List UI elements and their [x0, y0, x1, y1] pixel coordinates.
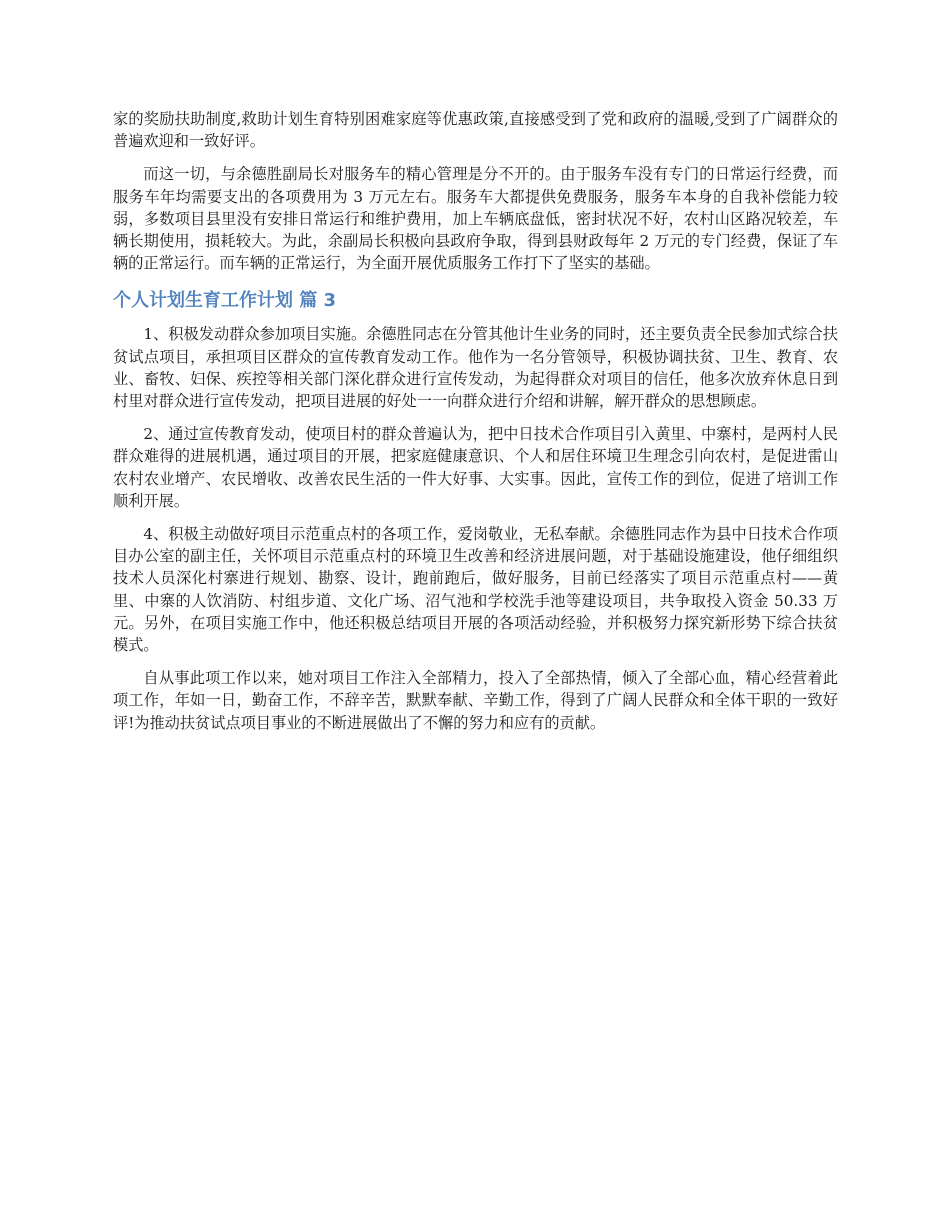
paragraph-item-4: 4、积极主动做好项目示范重点村的各项工作，爱岗敬业，无私奉献。余德胜同志作为县中日技术合作项目办公室的副主任，关怀项目示范重点村的环境卫生改善和经济进展问题，对于基础设施建设，他仔细组织技术人员深化村寨进行规划、勘察、设计，跑前跑后，做好服务，目前已经落实了项目示范重点村——黄里、中寨的人饮消防、村组步道、文化广场、沼气池和学校洗手池等建设项目，共争取投入资金 50.33 万元。另外，在项目实施工作中，他还积极总结项目开展的各项活动经验，并积极努力探究新形势下综合扶贫模式。	[113, 525, 838, 655]
paragraph-service-vehicle: 而这一切，与余德胜副局长对服务车的精心管理是分不开的。由于服务车没有专门的日常运行经费，而服务车年均需要支出的各项费用为 3 万元左右。服务车大都提供免费服务，服务车本身的自我补偿能力较弱，多数项目县里没有安排日常运行和维护费用，加上车辆底盘低，密封状况不好，农村山区路况较差，车辆长期使用，损耗较大。为此，余副局长积极向县政府争取，得到县财政每年 2 万元的专门经费，保证了车辆的正常运行。而车辆的正常运行，为全面开展优质服务工作打下了坚实的基础。	[113, 165, 838, 273]
paragraph-conclusion: 自从事此项工作以来，她对项目工作注入全部精力，投入了全部热情，倾入了全部心血，精心经营着此项工作，年如一日，勤奋工作，不辞辛苦，默默奉献、辛勤工作，得到了广阔人民群众和全体干职的一致好评!为推动扶贫试点项目事业的不断进展做出了不懈的努力和应有的贡献。	[113, 669, 838, 732]
section-heading: 个人计划生育工作计划 篇 3	[113, 290, 337, 312]
document-page	[113, 108, 838, 745]
paragraph-continuation: 家的奖励扶助制度,救助计划生育特别困难家庭等优惠政策,直接感受到了党和政府的温暖,受到了广阔群众的普遍欢迎和一致好评。	[113, 110, 838, 151]
paragraph-item-1: 1、积极发动群众参加项目实施。余德胜同志在分管其他计生业务的同时，还主要负责全民参加式综合扶贫试点项目，承担项目区群众的宣传教育发动工作。他作为一名分管领导，积极协调扶贫、卫生、教育、农业、畜牧、妇保、疾控等相关部门深化群众进行宣传发动，为起得群众对项目的信任，他多次放弃休息日到村里对群众进行宣传发动，把项目进展的好处一一向群众进行介绍和讲解，解开群众的思想顾虑。	[113, 325, 838, 411]
paragraph-item-2: 2、通过宣传教育发动，使项目村的群众普遍认为，把中日技术合作项目引入黄里、中寨村，是两村人民群众难得的进展机遇，通过项目的开展，把家庭健康意识、个人和居住环境卫生理念引向农村，是促进雷山农村农业增产、农民增收、改善农民生活的一件大好事、大实事。因此，宣传工作的到位，促进了培训工作顺利开展。	[113, 425, 838, 510]
